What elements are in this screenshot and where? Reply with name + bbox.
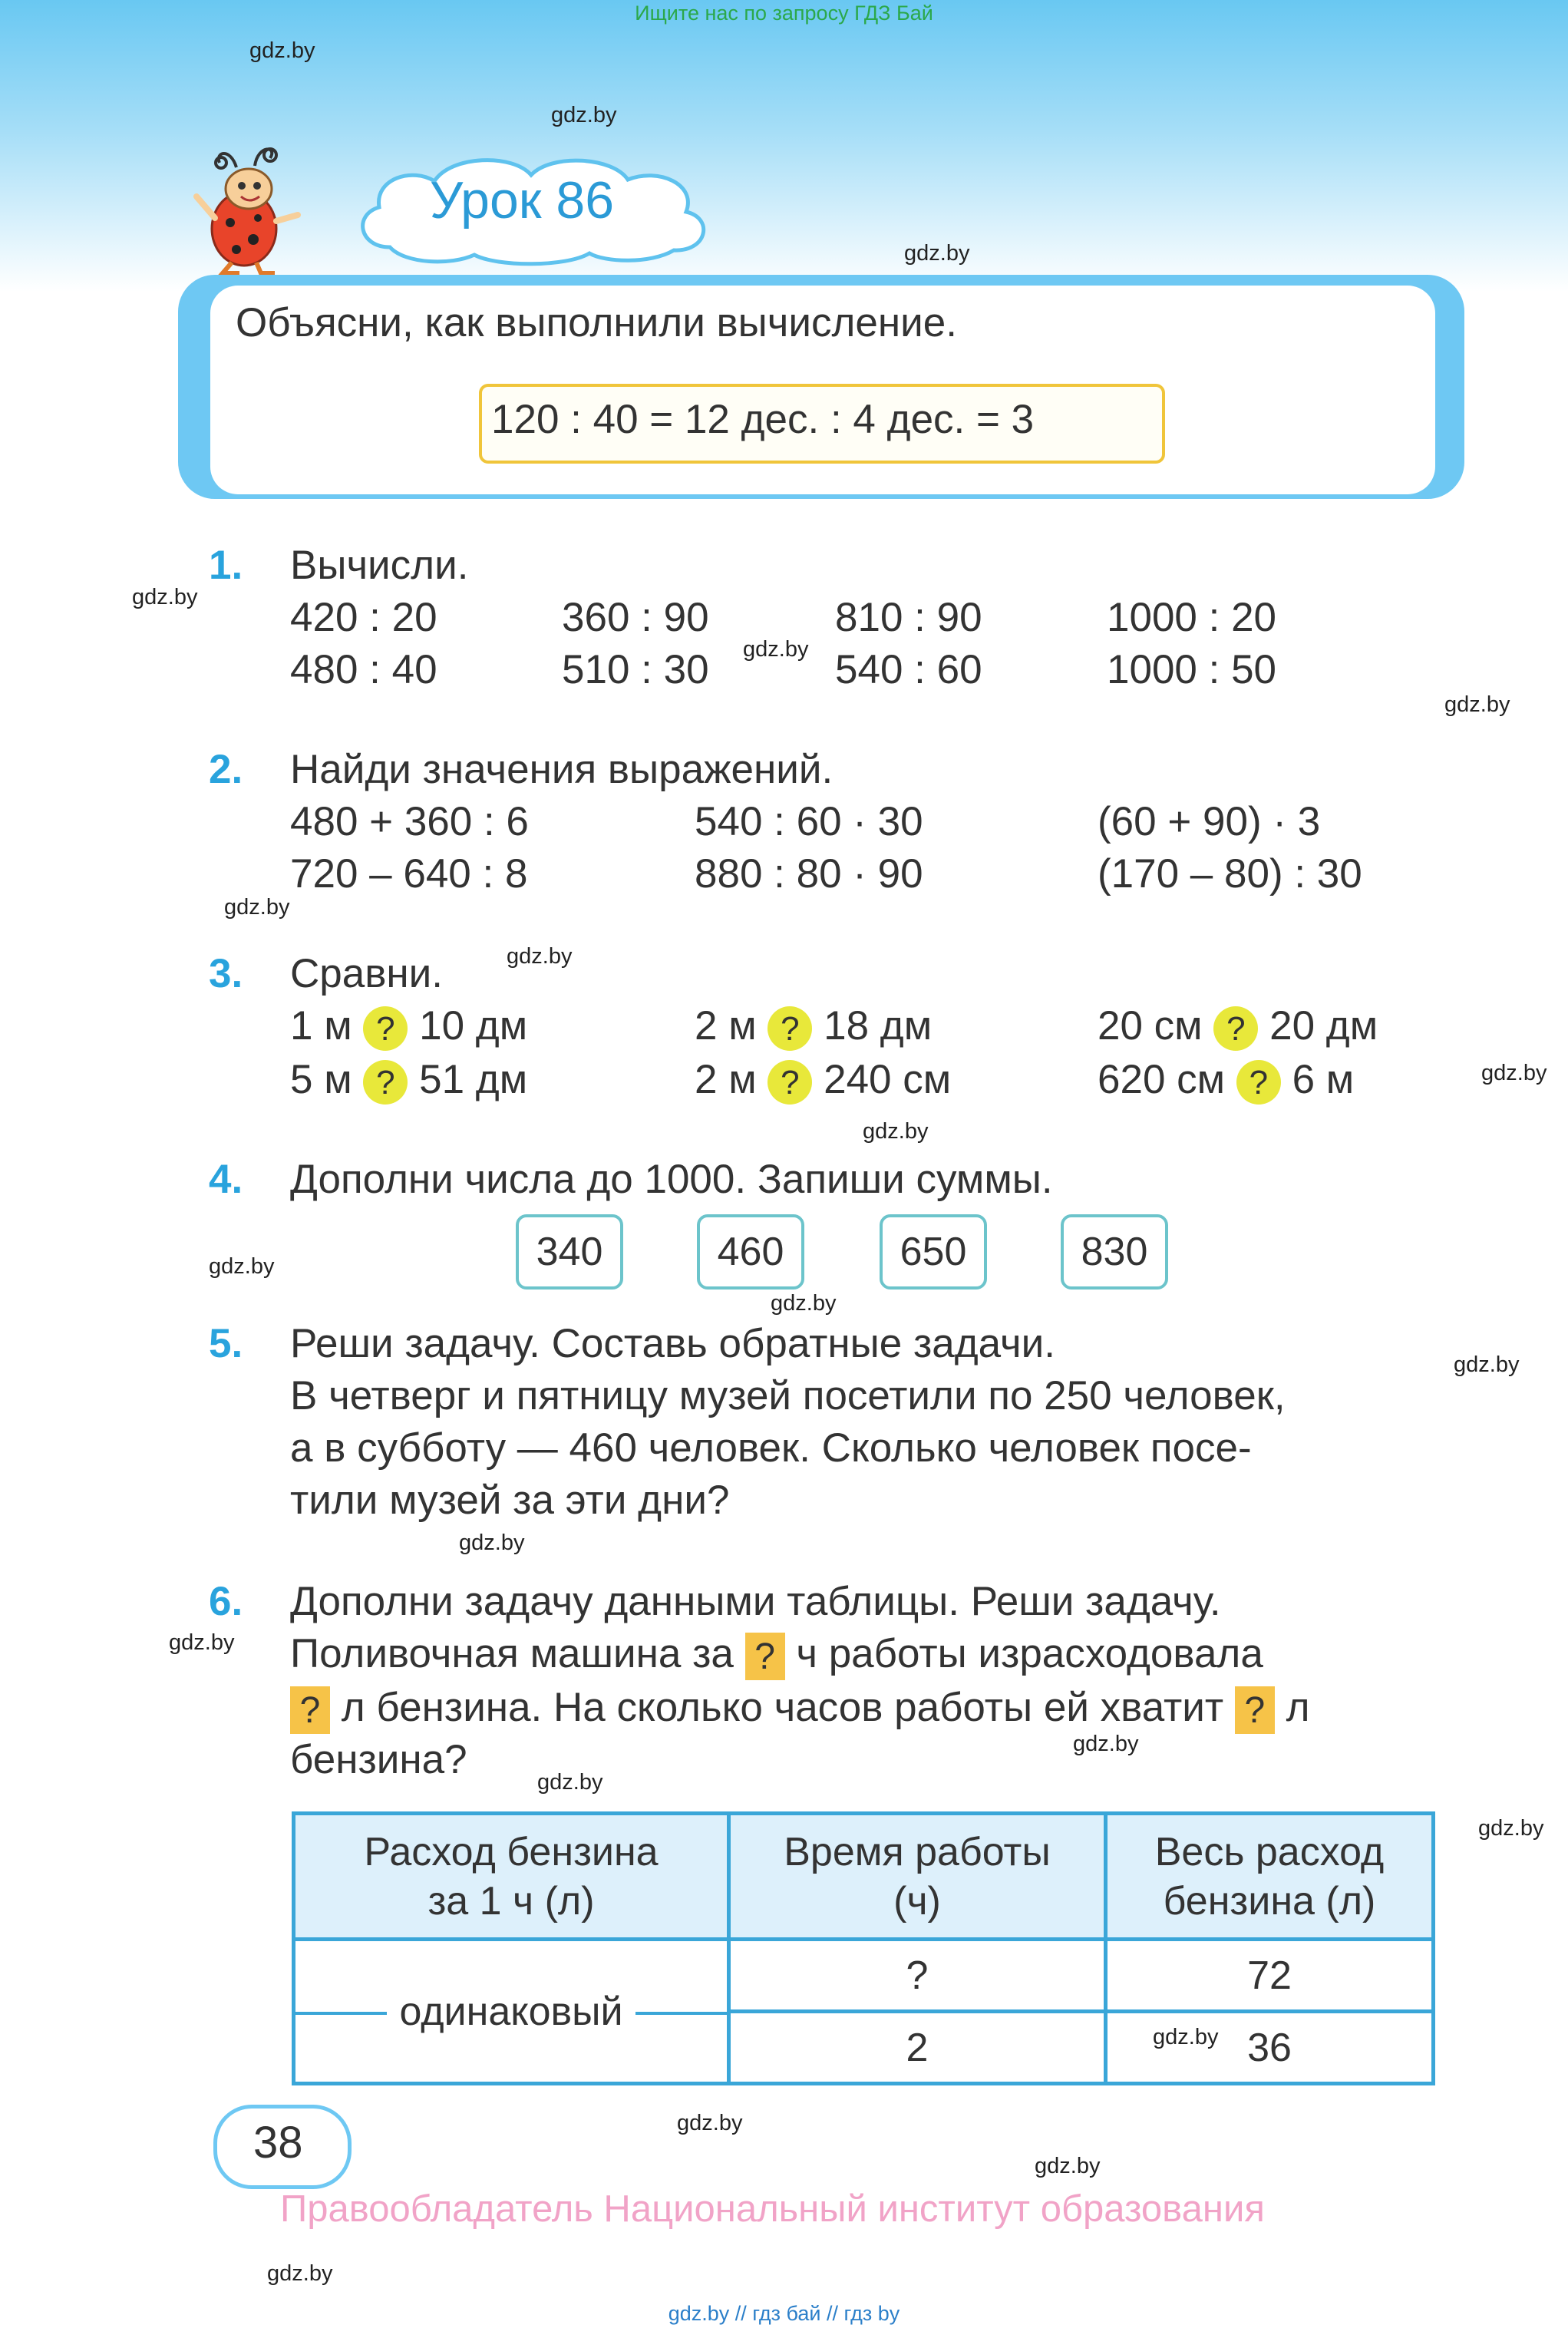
number-box: 460 (697, 1214, 804, 1290)
problem-line: тили музей за эти дни? (290, 1478, 730, 1523)
watermark: gdz.by (771, 1291, 837, 1316)
problem-line: Дополни задачу данными таблицы. Реши задачу. (290, 1579, 1221, 1624)
watermark: gdz.by (459, 1531, 525, 1555)
blank-marker[interactable]: ? (290, 1686, 330, 1734)
watermark: gdz.by (1444, 692, 1510, 717)
number-box: 650 (880, 1214, 987, 1290)
watermark: gdz.by (169, 1630, 235, 1655)
problem-line: ? л бензина. На сколько часов работы ей хватит ? л (290, 1684, 1310, 1734)
task-number: 5. (209, 1321, 243, 1366)
watermark: gdz.by (863, 1119, 929, 1144)
expression: 1000 : 20 (1107, 595, 1277, 640)
watermark: gdz.by (267, 2261, 333, 2286)
comparison: 2 м ? 240 см (695, 1056, 951, 1105)
problem-line: а в субботу — 460 человек. Сколько человек посе- (290, 1425, 1252, 1471)
problem-line: бензина? (290, 1737, 467, 1782)
expression: 360 : 90 (562, 595, 709, 640)
compare-sign[interactable]: ? (1236, 1060, 1281, 1105)
compare-sign[interactable]: ? (1213, 1006, 1258, 1051)
lesson-title: Урок 86 (430, 171, 615, 230)
search-note: Ищите нас по запросу ГДЗ Бай (635, 2, 933, 25)
expression: 540 : 60 (835, 647, 982, 692)
watermark: gdz.by (1073, 1732, 1139, 1756)
compare-sign[interactable]: ? (767, 1060, 812, 1105)
expression: 810 : 90 (835, 595, 982, 640)
copyright: Правообладатель Национальный институт образования (280, 2188, 1265, 2230)
blank-marker[interactable]: ? (1235, 1686, 1275, 1734)
comparison: 620 см ? 6 м (1098, 1056, 1354, 1105)
comparison: 5 м ? 51 дм (290, 1056, 527, 1105)
watermark: gdz.by (904, 241, 970, 266)
watermark: gdz.by (209, 1254, 275, 1279)
example-text: 120 : 40 = 12 дес. : 4 дес. = 3 (491, 397, 1035, 442)
watermark: gdz.by (1478, 1816, 1544, 1841)
table-cell: ? (729, 1940, 1106, 2012)
task-title: Дополни числа до 1000. Запиши суммы. (290, 1157, 1053, 1202)
watermark: gdz.by (677, 2111, 743, 2135)
blank-marker[interactable]: ? (745, 1633, 785, 1680)
table-cell: 36 (1106, 2012, 1434, 2084)
expression: 420 : 20 (290, 595, 437, 640)
task-title: Сравни. (290, 951, 443, 996)
expression: (170 – 80) : 30 (1098, 851, 1362, 897)
task-number: 6. (209, 1579, 243, 1624)
task-number: 4. (209, 1157, 243, 1202)
watermark: gdz.by (249, 38, 315, 63)
watermark: gdz.by (1481, 1061, 1547, 1085)
table-cell: 72 (1106, 1940, 1434, 2012)
expression: 540 : 60 · 30 (695, 799, 923, 844)
number-box: 340 (516, 1214, 623, 1290)
task-number: 3. (209, 951, 243, 996)
watermark: gdz.by (507, 944, 573, 969)
expression: 1000 : 50 (1107, 647, 1277, 692)
watermark: gdz.by (132, 585, 198, 609)
watermark: gdz.by (1035, 2154, 1101, 2178)
table-cell: 2 (729, 2012, 1106, 2084)
watermark: gdz.by (537, 1770, 603, 1795)
watermark: gdz.by (224, 895, 290, 920)
table-header: Весь расход бензина (л) (1106, 1814, 1434, 1940)
footer-links[interactable]: gdz.by // гдз бай // гдз by (668, 2302, 900, 2325)
problem-line: В четверг и пятницу музей посетили по 250 человек, (290, 1373, 1286, 1418)
expression: 480 : 40 (290, 647, 437, 692)
expression: (60 + 90) · 3 (1098, 799, 1321, 844)
expression: 510 : 30 (562, 647, 709, 692)
comparison: 1 м ? 10 дм (290, 1002, 527, 1051)
problem-line: Поливочная машина за ? ч работы израсходовала (290, 1630, 1263, 1680)
compare-sign[interactable]: ? (363, 1006, 408, 1051)
expression: 880 : 80 · 90 (695, 851, 923, 897)
number-box: 830 (1061, 1214, 1168, 1290)
compare-sign[interactable]: ? (767, 1006, 812, 1051)
page-number: 38 (253, 2118, 303, 2168)
problem-line: Реши задачу. Составь обратные задачи. (290, 1321, 1055, 1366)
compare-sign[interactable]: ? (363, 1060, 408, 1105)
task-title: Найди значения выражений. (290, 747, 834, 792)
task-number: 2. (209, 747, 243, 792)
data-table (292, 1811, 1435, 2085)
task-title: Вычисли. (290, 543, 469, 588)
table-cell-rate: одинаковый (294, 1940, 729, 2084)
table-header: Расход бензина за 1 ч (л) (294, 1814, 729, 1940)
watermark: gdz.by (1153, 2025, 1219, 2049)
task-number: 1. (209, 543, 243, 588)
comparison: 20 см ? 20 дм (1098, 1002, 1378, 1051)
table-header: Время работы (ч) (729, 1814, 1106, 1940)
ladybug-mascot-icon (192, 138, 303, 276)
comparison: 2 м ? 18 дм (695, 1002, 932, 1051)
intro-text: Объясни, как выполнили вычисление. (236, 300, 957, 345)
expression: 720 – 640 : 8 (290, 851, 528, 897)
watermark: gdz.by (551, 103, 617, 127)
expression: 480 + 360 : 6 (290, 799, 529, 844)
watermark: gdz.by (743, 637, 809, 662)
watermark: gdz.by (1454, 1352, 1520, 1377)
